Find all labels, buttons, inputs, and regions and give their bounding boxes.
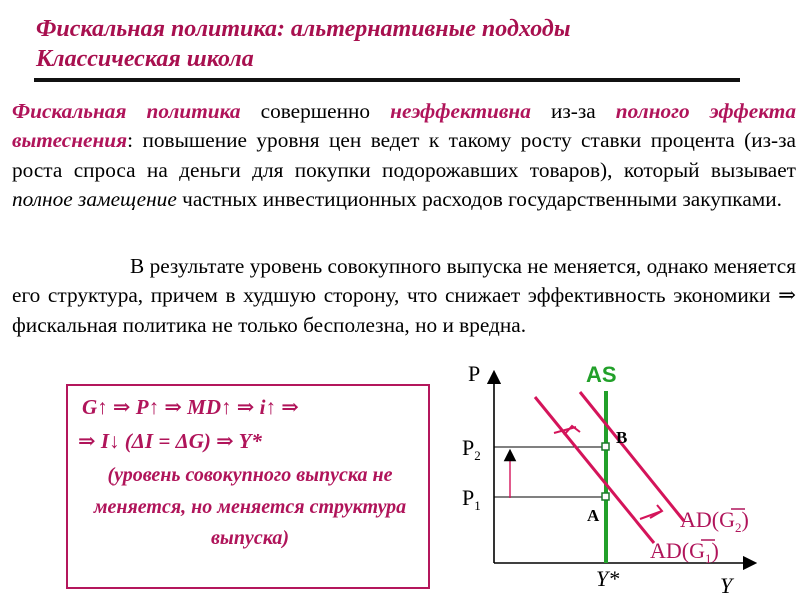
term-ineffective: неэффективна	[390, 99, 531, 123]
p1-letter: P	[462, 485, 475, 510]
p2-subscript: 2	[474, 448, 481, 463]
ad-curve-g2	[580, 392, 684, 521]
term-full-substitution: полное замещение	[12, 187, 177, 212]
ad-g1-text: AD(G	[650, 538, 705, 563]
causal-chain-box	[66, 384, 430, 589]
p2-label	[462, 435, 481, 463]
ad-g2-text: AD(G	[680, 507, 735, 532]
p1-subscript: 1	[474, 498, 481, 513]
y-star-label: Y*	[596, 566, 620, 591]
as-label: AS	[586, 362, 617, 387]
point-b-label: B	[616, 428, 628, 447]
title-underline	[34, 78, 740, 82]
text-fragment: из-за	[530, 99, 616, 123]
causal-chain-line-1: G↑ ⇒ P↑ ⇒ MD↑ ⇒ i↑ ⇒	[82, 395, 299, 419]
slide-title-line-1: Фискальная политика: альтернативные подходы	[36, 16, 571, 42]
term-crowding-out: полного эффекта вытеснения	[12, 99, 796, 153]
ad-g2-subscript: 2	[735, 520, 742, 535]
ad-g1-subscript: 1	[705, 551, 712, 566]
shift-arrow-lower	[650, 505, 662, 518]
p2-letter: P	[462, 435, 475, 460]
equilibrium-point-b	[602, 443, 609, 450]
ad-g1-label	[650, 538, 719, 566]
ad-g2-close: )	[741, 507, 749, 532]
paragraph-result-text: В результате уровень совокупного выпуска не меняется, однако меняется его структура, причем в худшую сторону, что снижает эффективность экономики ⇒ фискальная политика не только бесполезна, но и вредна.	[12, 254, 796, 337]
x-axis-label: Y	[720, 573, 733, 598]
causal-chain-note: (уровень совокупного выпуска не меняется, но меняется структура выпуска)	[93, 464, 407, 549]
term-fiscal-policy: Фискальная политика	[12, 99, 241, 123]
equilibrium-point-a	[602, 493, 609, 500]
slide-title	[36, 14, 571, 74]
slide-title-line-2: Классическая школа	[36, 46, 254, 72]
ad-g1-close: )	[711, 538, 719, 563]
text-fragment: частных инвестиционных расходов государственными закупками.	[176, 187, 782, 212]
paragraph-main	[12, 97, 796, 215]
paragraph-result	[12, 252, 796, 340]
p1-label	[462, 485, 481, 513]
ad-g2-label	[680, 507, 749, 535]
point-a-label: A	[587, 506, 600, 525]
text-fragment: : повышение уровня цен ведет к такому росту ставки процента (из-за роста спроса на деньги для покупки подорожавших товаров), который вызывает	[12, 128, 796, 182]
as-ad-graph	[440, 355, 780, 600]
y-axis-label: P	[468, 361, 481, 386]
text-fragment: совершенно	[240, 99, 391, 123]
causal-chain-line-2: ⇒ I↓ (ΔI = ΔG) ⇒ Y*	[78, 429, 262, 453]
